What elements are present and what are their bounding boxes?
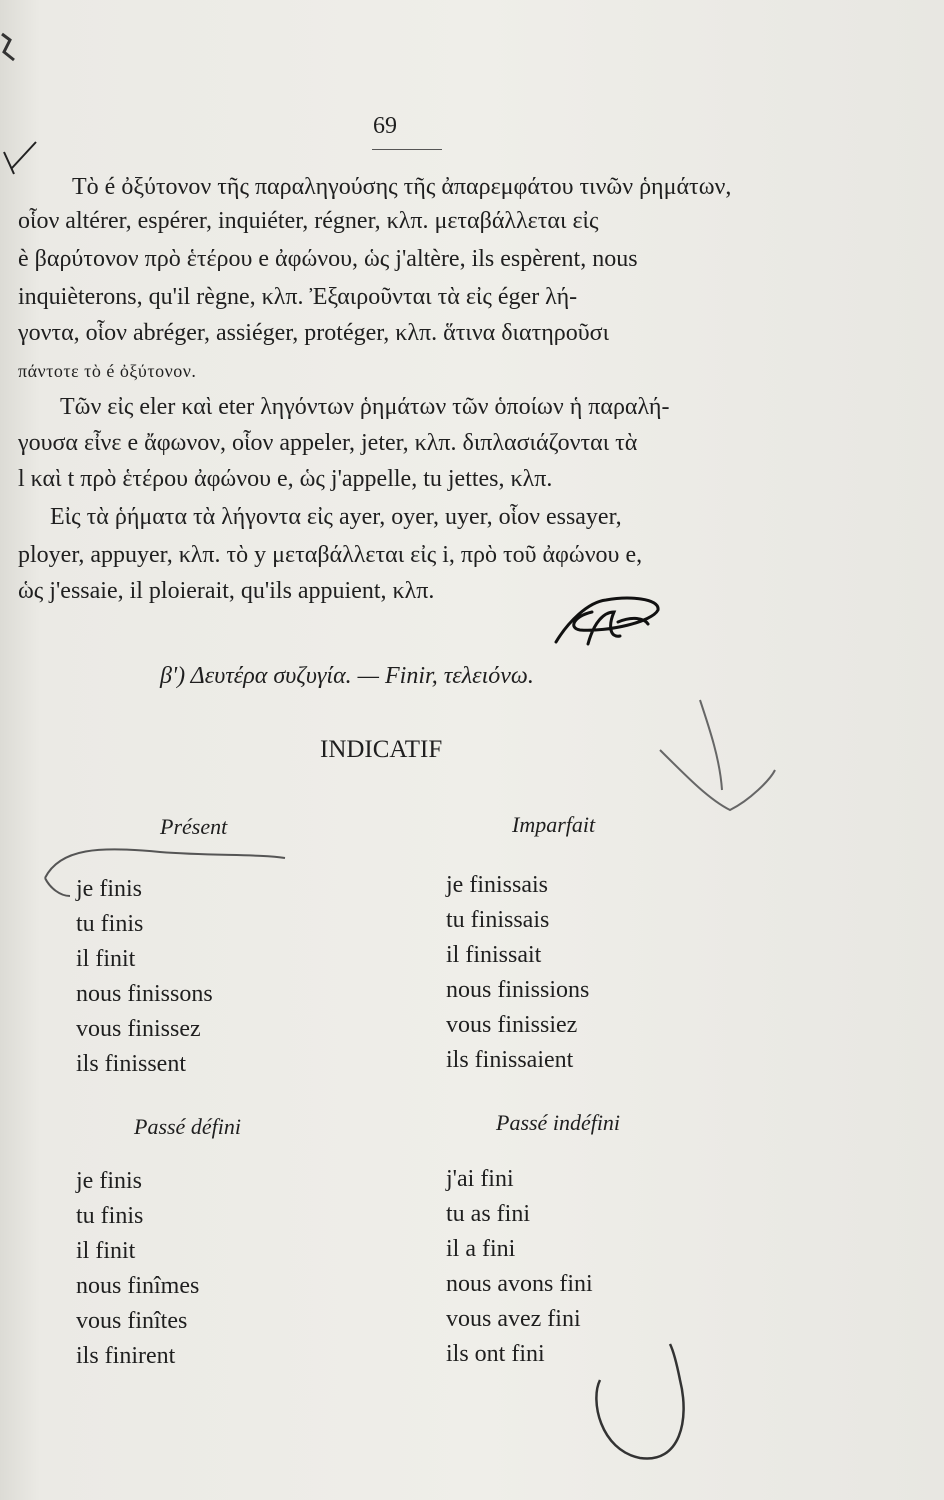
conjugation-present — [76, 872, 213, 1082]
paragraph-line: πάντοτε τὸ é ὀξύτονον. — [18, 361, 197, 381]
paragraph-line: γοντα, οἷον abréger, assiéger, protéger, κλπ. ἅτινα διατηροῦσι — [18, 320, 610, 346]
paragraph-line: l καὶ t πρὸ ἑτέρου ἀφώνου e, ὡς j'appelle, tu jettes, κλπ. — [18, 466, 553, 492]
paragraph-line: Εἰς τὰ ῥήματα τὰ λήγοντα εἰς ayer, oyer, uyer, οἷον essayer, — [50, 504, 622, 530]
paragraph-line: γουσα εἶνε e ἄφωνον, οἷον appeler, jeter, κλπ. διπλασιάζονται τὰ — [18, 430, 638, 456]
paragraph-line: ployer, appuyer, κλπ. τὸ y μεταβάλλεται εἰς i, πρὸ τοῦ ἀφώνου e, — [18, 542, 643, 568]
conjugation-form: ils finissaient — [446, 1047, 574, 1073]
tense-title-imparfait: Imparfait — [512, 812, 596, 837]
conjugation-form: vous finîtes — [76, 1308, 188, 1334]
pencil-mark-bottom — [580, 1340, 720, 1470]
page-number: 69 — [373, 113, 397, 139]
conjugation-form: nous finissons — [76, 981, 213, 1007]
conjugation-form: tu as fini — [446, 1201, 530, 1227]
conjugation-form: ils finirent — [76, 1343, 176, 1369]
tense-title-present: Présent — [160, 814, 228, 839]
section-title: INDICATIF — [320, 736, 443, 763]
paragraph-line: ὡς j'essaie, il ploierait, qu'ils appuient, κλπ. — [18, 578, 435, 604]
conjugation-form: vous finissiez — [446, 1012, 578, 1038]
corner-ink-mark — [0, 30, 30, 70]
paragraph-line: Τὸ é ὀξύτονον τῆς παραληγούσης τῆς ἀπαρεμφάτου τινῶν ῥημάτων, — [72, 174, 732, 200]
conjugation-form: j'ai fini — [446, 1166, 514, 1192]
tense-title-passe-defini: Passé défini — [134, 1114, 241, 1139]
handwritten-signature — [548, 582, 668, 654]
pencil-mark-left — [40, 838, 290, 898]
conjugation-form: vous finissez — [76, 1016, 201, 1042]
header-rule — [372, 149, 442, 150]
subheading: β') Δευτέρα συζυγία. — Finir, τελειόνω. — [160, 663, 534, 689]
conjugation-form: il a fini — [446, 1236, 516, 1262]
conjugation-passe-defini — [76, 1164, 199, 1374]
conjugation-form: nous finîmes — [76, 1273, 200, 1299]
conjugation-form: il finissait — [446, 942, 542, 968]
conjugation-form: ils ont fini — [446, 1341, 545, 1367]
conjugation-form: vous avez fini — [446, 1306, 581, 1332]
paragraph-line: Τῶν εἰς eler καὶ eter ληγόντων ῥημάτων τῶν ὁποίων ἡ παραλή- — [60, 394, 670, 420]
conjugation-form: il finit — [76, 946, 136, 972]
conjugation-form: je finis — [76, 876, 142, 902]
conjugation-form: nous avons fini — [446, 1271, 593, 1297]
conjugation-form: je finis — [76, 1168, 142, 1194]
tense-title-passe-indefini: Passé indéfini — [496, 1110, 621, 1135]
conjugation-form: nous finissions — [446, 977, 590, 1003]
conjugation-form: ils finissent — [76, 1051, 187, 1077]
check-mark-icon — [2, 138, 42, 178]
conjugation-form: tu finissais — [446, 907, 550, 933]
conjugation-form: il finit — [76, 1238, 136, 1264]
conjugation-passe-indefini — [446, 1162, 593, 1372]
pencil-mark-right — [640, 690, 780, 830]
paragraph-line: οἷον altérer, espérer, inquiéter, régner, κλπ. μεταβάλλεται εἰς — [18, 208, 599, 234]
conjugation-form: je finissais — [446, 872, 548, 898]
conjugation-form: tu finis — [76, 911, 144, 937]
paragraph-line: inquièterons, qu'il règne, κλπ. Ἐξαιροῦνται τὰ εἰς éger λή- — [18, 284, 578, 310]
paragraph-line: è βαρύτονον πρὸ ἑτέρου e ἀφώνου, ὡς j'altère, ils espèrent, nous — [18, 246, 638, 272]
conjugation-imparfait — [446, 868, 589, 1078]
conjugation-form: tu finis — [76, 1203, 144, 1229]
